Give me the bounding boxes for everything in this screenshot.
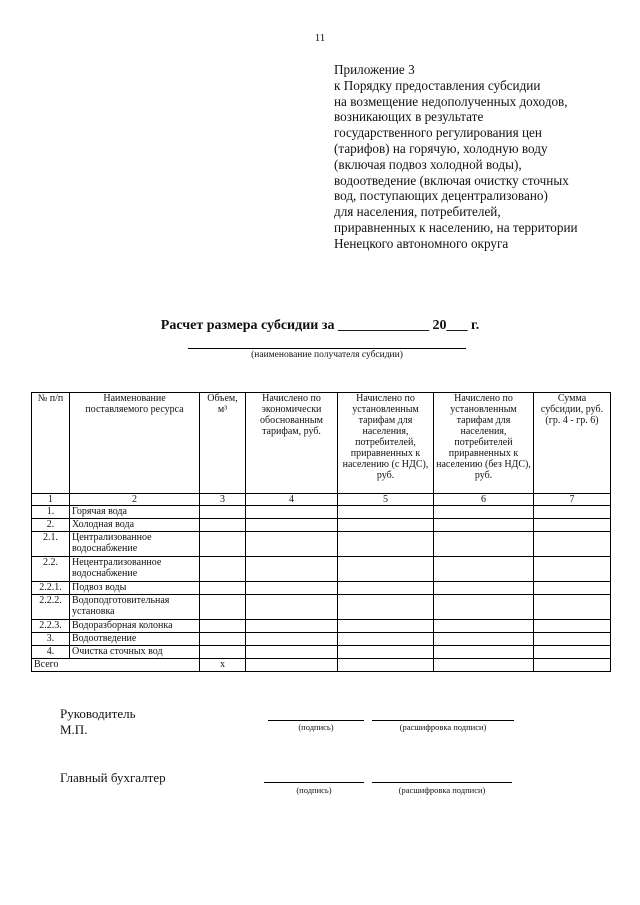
- accountant-decode-caption: (расшифровка подписи): [398, 785, 486, 795]
- total-label: Всего: [32, 659, 200, 672]
- column-number: 2: [70, 494, 200, 506]
- stamp-label: М.П.: [60, 722, 88, 737]
- value-cell: [534, 557, 611, 582]
- table-row: [32, 519, 611, 532]
- table-row: [32, 633, 611, 646]
- table-row: [32, 532, 611, 557]
- header-cell: Наименование поставляемого ресурса: [70, 393, 200, 494]
- accountant-label: Главный бухгалтер: [60, 770, 166, 785]
- row-number: 2.1.: [32, 532, 70, 557]
- value-cell: [246, 633, 338, 646]
- volume-cell: [200, 519, 246, 532]
- table-row: [32, 646, 611, 659]
- value-cell: [338, 659, 434, 672]
- header-cell: Объем, м³: [200, 393, 246, 494]
- subsidy-table: [31, 392, 611, 672]
- appendix-line: государственного регулирования цен: [334, 125, 542, 141]
- resource-name: Нецентрализованное водоснабжение: [70, 557, 200, 582]
- volume-cell: [200, 620, 246, 633]
- value-cell: [534, 595, 611, 620]
- value-cell: [246, 557, 338, 582]
- volume-cell: [200, 582, 246, 595]
- volume-cell: [200, 532, 246, 557]
- value-cell: [434, 646, 534, 659]
- value-cell: [534, 506, 611, 519]
- value-cell: [434, 633, 534, 646]
- value-cell: [246, 659, 338, 672]
- row-number: 2.2.2.: [32, 595, 70, 620]
- head-signature-caption: (подпись): [298, 722, 334, 732]
- appendix-line: Ненецкого автономного округа: [334, 235, 509, 251]
- value-cell: [434, 557, 534, 582]
- total-volume-cell: х: [200, 659, 246, 672]
- row-number: 2.: [32, 519, 70, 532]
- volume-cell: [200, 633, 246, 646]
- column-number: 7: [534, 494, 611, 506]
- resource-name: Подвоз воды: [70, 582, 200, 595]
- column-number-row: [32, 494, 611, 506]
- value-cell: [434, 620, 534, 633]
- row-number: 2.2.1.: [32, 582, 70, 595]
- head-label: Руководитель: [60, 706, 136, 721]
- value-cell: [534, 620, 611, 633]
- value-cell: [338, 620, 434, 633]
- value-cell: [434, 519, 534, 532]
- row-number: 3.: [32, 633, 70, 646]
- table-row: [32, 557, 611, 582]
- row-number: 2.2.3.: [32, 620, 70, 633]
- value-cell: [534, 582, 611, 595]
- calc-title: Расчет размера субсидии за _____________ 20___ г.: [160, 318, 480, 333]
- column-number: 5: [338, 494, 434, 506]
- volume-cell: [200, 595, 246, 620]
- value-cell: [338, 582, 434, 595]
- table-row: [32, 595, 611, 620]
- value-cell: [534, 646, 611, 659]
- value-cell: [434, 582, 534, 595]
- value-cell: [534, 659, 611, 672]
- value-cell: [434, 595, 534, 620]
- appendix-line: возникающих в результате: [334, 109, 484, 125]
- volume-cell: [200, 506, 246, 519]
- head-signature-line: [268, 720, 364, 721]
- recipient-caption: (наименование получателя субсидии): [251, 350, 403, 360]
- header-cell: Начислено по установленным тарифам для населения, потребителей приравненных к населению (без НДС), руб.: [434, 393, 534, 494]
- appendix-line: к Порядку предоставления субсидии: [334, 77, 541, 93]
- header-cell: Начислено по экономически обоснованным тарифам, руб.: [246, 393, 338, 494]
- volume-cell: [200, 557, 246, 582]
- value-cell: [246, 582, 338, 595]
- resource-name: Холодная вода: [70, 519, 200, 532]
- row-number: 4.: [32, 646, 70, 659]
- value-cell: [338, 519, 434, 532]
- resource-name: Водоразборная колонка: [70, 620, 200, 633]
- table-header-row: [32, 393, 611, 494]
- value-cell: [338, 633, 434, 646]
- row-number: 1.: [32, 506, 70, 519]
- resource-name: Водоотведение: [70, 633, 200, 646]
- value-cell: [338, 595, 434, 620]
- head-decode-line: [372, 720, 514, 721]
- value-cell: [338, 532, 434, 557]
- resource-name: Очистка сточных вод: [70, 646, 200, 659]
- header-cell: Начислено по установленным тарифам для населения, потребителей, приравненных к населению (с НДС), руб.: [338, 393, 434, 494]
- head-decode-caption: (расшифровка подписи): [399, 722, 487, 732]
- table-row: [32, 582, 611, 595]
- row-number: 2.2.: [32, 557, 70, 582]
- value-cell: [246, 532, 338, 557]
- value-cell: [246, 506, 338, 519]
- accountant-signature-line: [264, 782, 364, 783]
- header-cell: № п/п: [32, 393, 70, 494]
- column-number: 6: [434, 494, 534, 506]
- value-cell: [534, 633, 611, 646]
- appendix-line: приравненных к населению, на территории: [334, 219, 578, 235]
- appendix-line: (тарифов) на горячую, холодную воду: [334, 140, 548, 156]
- appendix-line: Приложение 3: [334, 62, 415, 77]
- resource-name: Централизованное водоснабжение: [70, 532, 200, 557]
- value-cell: [246, 620, 338, 633]
- value-cell: [246, 519, 338, 532]
- value-cell: [246, 595, 338, 620]
- recipient-name-line: [188, 348, 466, 349]
- header-cell: Сумма субсидии, руб. (гр. 4 - гр. 6): [534, 393, 611, 494]
- appendix-block: [334, 62, 578, 252]
- appendix-line: на возмещение недополученных доходов,: [334, 93, 568, 109]
- table-row: [32, 620, 611, 633]
- column-number: 1: [32, 494, 70, 506]
- page-number: 11: [314, 32, 326, 44]
- appendix-line: (включая подвоз холодной воды),: [334, 156, 522, 172]
- column-number: 4: [246, 494, 338, 506]
- value-cell: [246, 646, 338, 659]
- appendix-line: вод, поступающих децентрализовано): [334, 188, 548, 204]
- table-total-row: [32, 659, 611, 672]
- appendix-line: водоотведение (включая очистку сточных: [334, 172, 569, 188]
- value-cell: [434, 532, 534, 557]
- resource-name: Водоподготовительная установка: [70, 595, 200, 620]
- value-cell: [534, 519, 611, 532]
- accountant-decode-line: [372, 782, 512, 783]
- value-cell: [338, 557, 434, 582]
- appendix-line: для населения, потребителей,: [334, 204, 501, 220]
- value-cell: [434, 659, 534, 672]
- value-cell: [338, 646, 434, 659]
- table-row: [32, 506, 611, 519]
- value-cell: [338, 506, 434, 519]
- resource-name: Горячая вода: [70, 506, 200, 519]
- column-number: 3: [200, 494, 246, 506]
- volume-cell: [200, 646, 246, 659]
- value-cell: [534, 532, 611, 557]
- value-cell: [434, 506, 534, 519]
- accountant-signature-caption: (подпись): [296, 785, 332, 795]
